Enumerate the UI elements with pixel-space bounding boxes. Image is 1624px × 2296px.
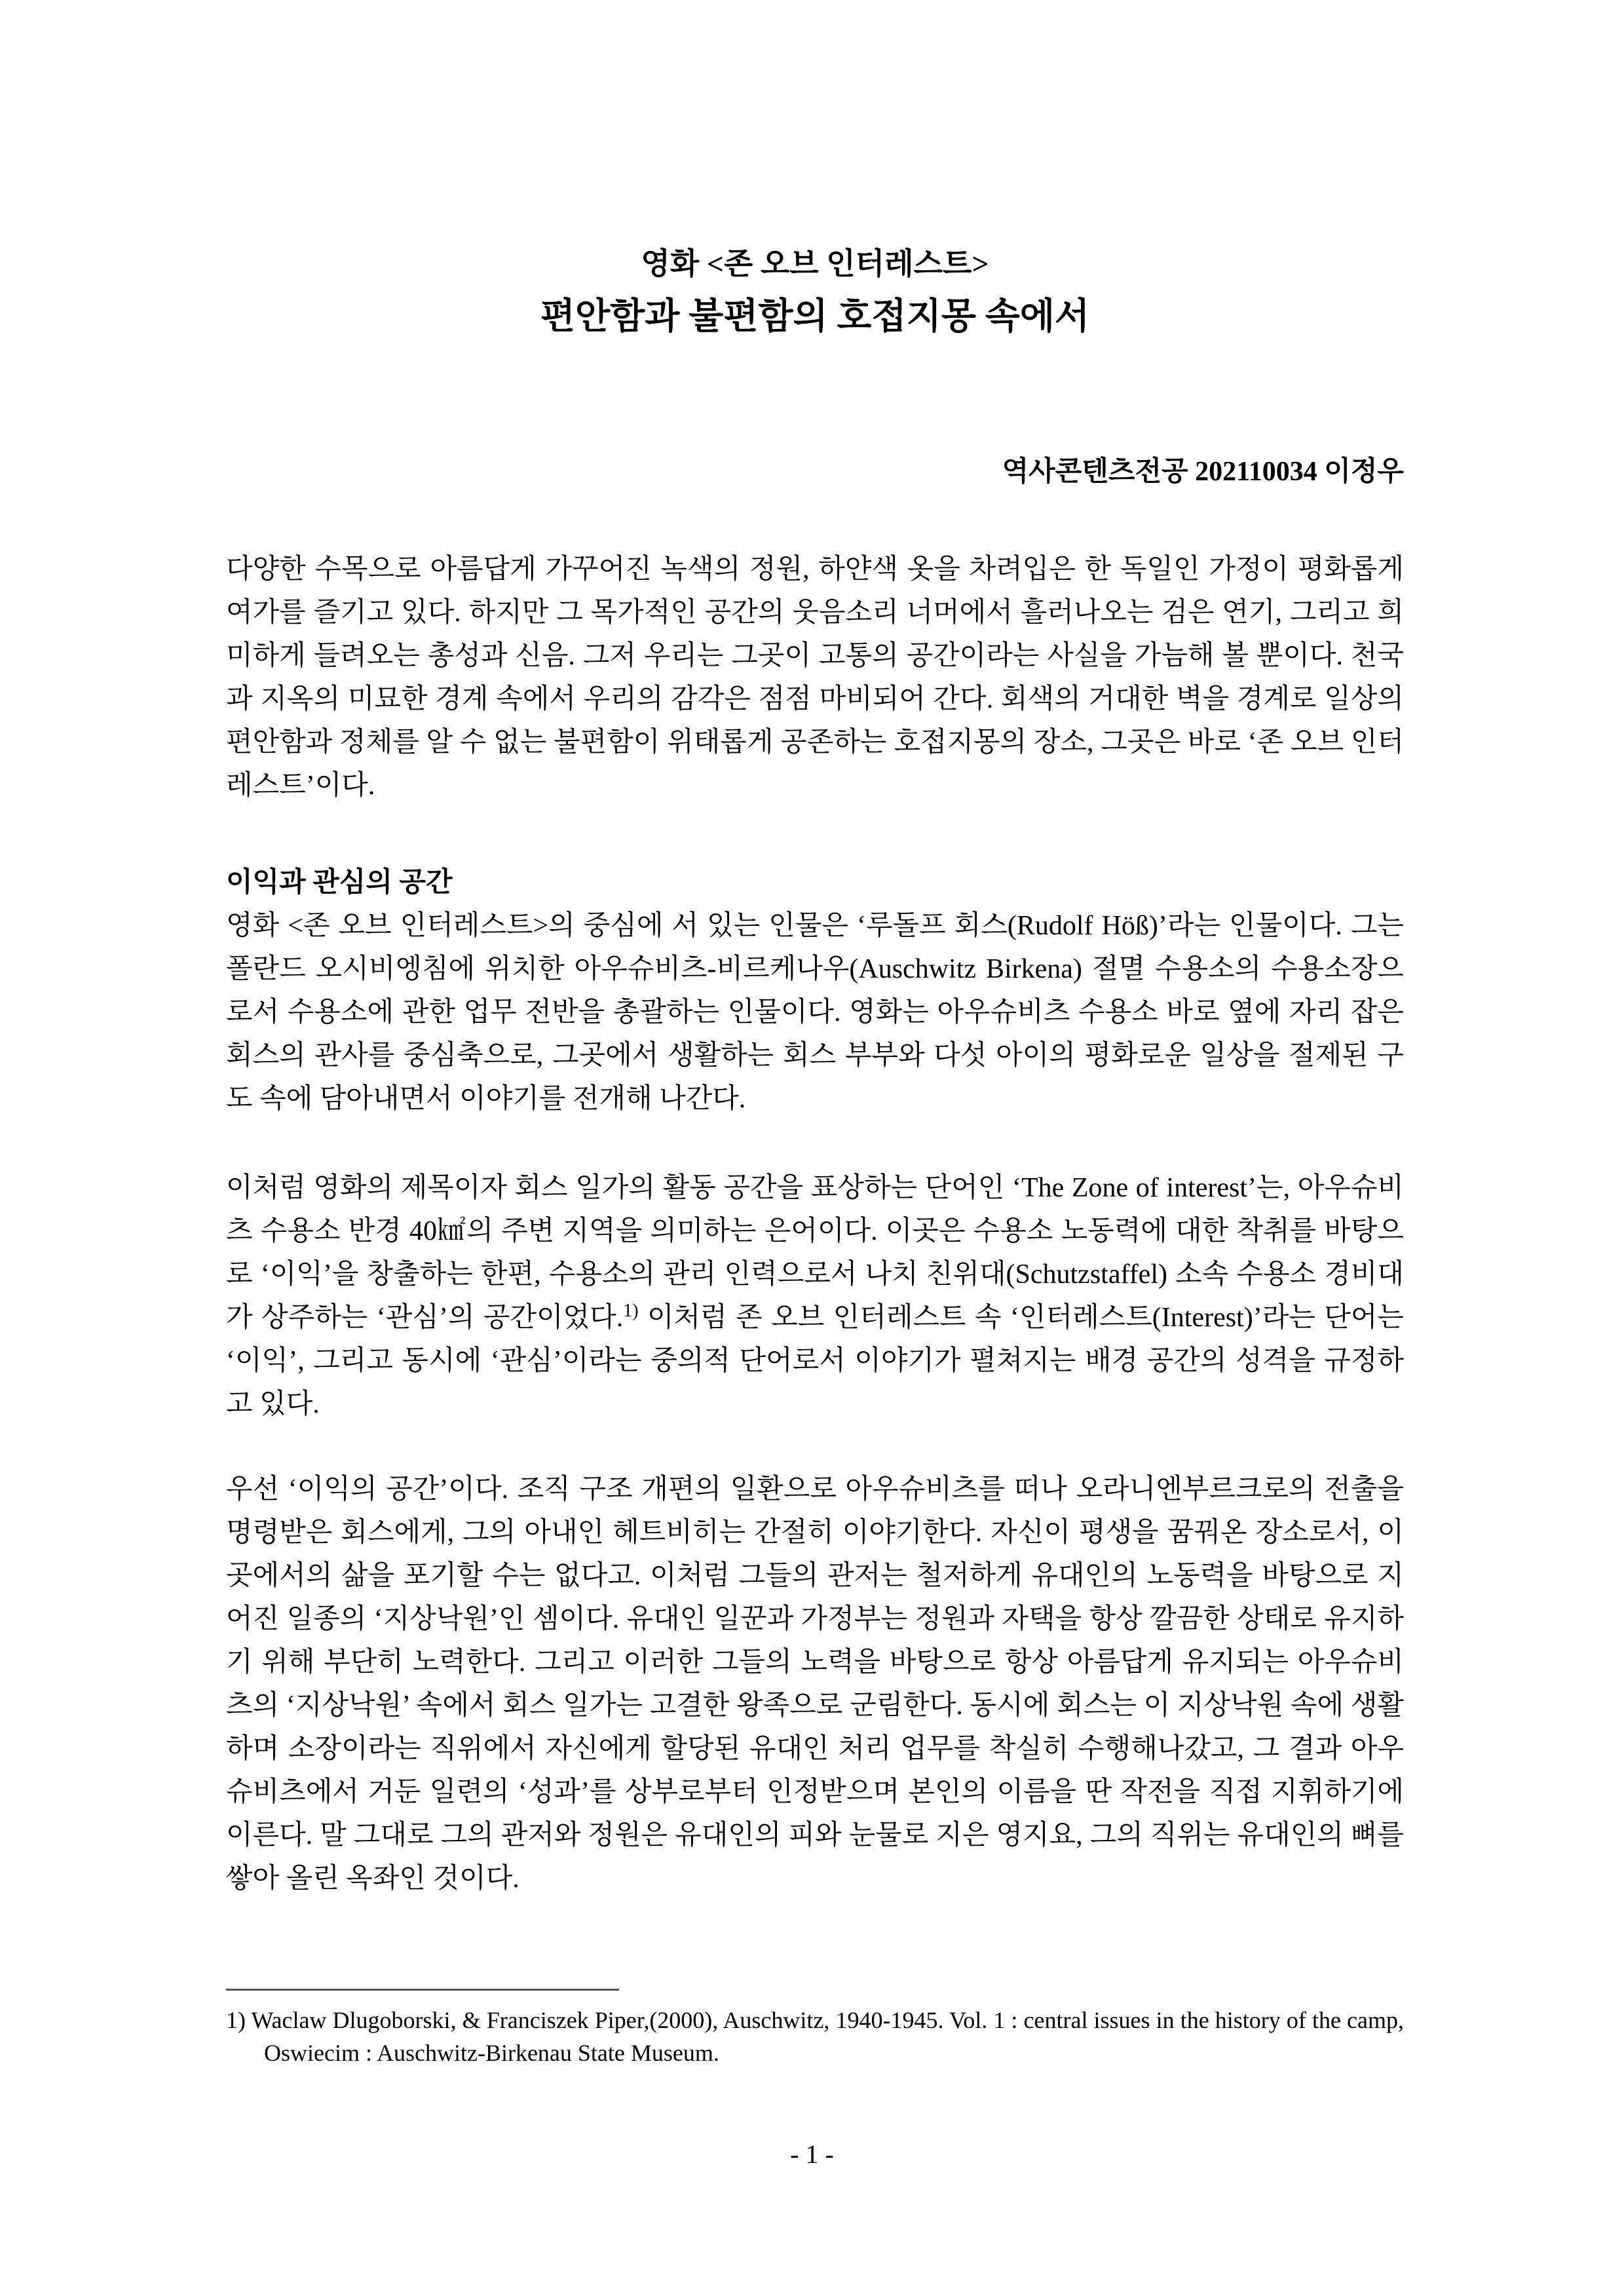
footnote xyxy=(226,2004,1404,2069)
section-paragraph-3 xyxy=(226,1468,1404,1900)
intro-paragraph: 다양한 수목으로 아름답게 가꾸어진 녹색의 정원, 하얀색 옷을 차려입은 한 독일인 가정이 평화롭게 여가를 즐기고 있다. 하지만 그 목가적인 공간의 웃음소리 너머에서 흘러나오는 검은 연기, 그리고 희미하게 들려오는 총성과 신음. 그저 우리는 그곳이 고통의 공간이라는 사실을 가늠해 볼 뿐이다. 천국과 지옥의 미묘한 경계 속에서 우리의 감각은 점점 마비되어 간다. 회색의 거대한 벽을 경계로 일상의 편안함과 정체를 알 수 없는 불편함이 위태롭게 공존하는 호접지몽의 장소, 그곳은 바로 ‘존 오브 인터레스트’이다. xyxy=(226,554,1404,801)
document-content xyxy=(226,0,1404,1900)
footnote-reference-marker: 1) xyxy=(623,1301,639,1321)
page-number: - 1 - xyxy=(790,2139,834,2169)
section-paragraph-2-text-before: 이처럼 영화의 제목이자 회스 일가의 활동 공간을 표상하는 단어인 ‘The Zone of interest’는, 아우슈비츠 수용소 반경 40㎢의 주변 지역을 의미하는 은어이다. 이곳은 수용소 노동력에 대한 착취를 바탕으로 ‘이익’을 창출하는 한편, 수용소의 관리 인력으로서 나치 친위대(Schutzstaffel) 소속 수용소 경비대가 상주하는 ‘관심’의 공간이었다. xyxy=(226,1173,1404,1333)
section-paragraph-1 xyxy=(226,904,1404,1120)
footnote-area xyxy=(226,1989,1404,2069)
footnote-marker: 1) xyxy=(226,2007,252,2033)
footnote-citation-text: Waclaw Dlugoborski, & Franciszek Piper,(2000), Auschwitz, 1940-1945. Vol. 1 : central issues in the history of the camp, Oswiecim : Auschwitz-Birkenau State Museum. xyxy=(251,2007,1404,2066)
author-line: 역사콘텐츠전공 202110034 이정우 xyxy=(1002,457,1404,487)
section-paragraph-1-text: 영화 <존 오브 인터레스트>의 중심에 서 있는 인물은 ‘루돌프 회스(Rudolf Höß)’라는 인물이다. 그는 폴란드 오시비엥침에 위치한 아우슈비츠-비르케나우(Auschwitz Birkena) 절멸 수용소의 수용소장으로서 수용소에 관한 업무 전반을 총괄하는 인물이다. 영화는 아우슈비츠 수용소 바로 옆에 자리 잡은 회스의 관사를 중심축으로, 그곳에서 생활하는 회스 부부와 다섯 아이의 평화로운 일상을 절제된 구도 속에 담아내면서 이야기를 전개해 나간다. xyxy=(226,911,1404,1114)
section-paragraph-2-text-after: 이처럼 존 오브 인터레스트 속 ‘인터레스트(Interest)’라는 단어는 ‘이익’, 그리고 동시에 ‘관심’이라는 중의적 단어로서 이야기가 펼쳐지는 배경 공간의 성격을 규정하고 있다. xyxy=(226,1303,1404,1419)
section-paragraph-2 xyxy=(226,1166,1404,1426)
section-paragraph-3-text: 우선 ‘이익의 공간’이다. 조직 구조 개편의 일환으로 아우슈비츠를 떠나 오라니엔부르크로의 전출을 명령받은 회스에게, 그의 아내인 헤트비히는 간절히 이야기한다. 자신이 평생을 꿈꿔온 장소로서, 이곳에서의 삶을 포기할 수는 없다고. 이처럼 그들의 관저는 철저하게 유대인의 노동력을 바탕으로 지어진 일종의 ‘지상낙원’인 셈이다. 유대인 일꾼과 가정부는 정원과 자택을 항상 깔끔한 상태로 유지하기 위해 부단히 노력한다. 그리고 이러한 그들의 노력을 바탕으로 항상 아름답게 유지되는 아우슈비츠의 ‘지상낙원’ 속에서 회스 일가는 고결한 왕족으로 군림한다. 동시에 회스는 이 지상낙원 속에 생활하며 소장이라는 직위에서 자신에게 할당된 유대인 처리 업무를 착실히 수행해나갔고, 그 결과 아우슈비츠에서 거둔 일련의 ‘성과’를 상부로부터 인정받으며 본인의 이름을 딴 작전을 직접 지휘하기에 이른다. 말 그대로 그의 관저와 정원은 유대인의 피와 눈물로 지은 영지요, 그의 직위는 유대인의 뼈를 쌓아 올린 옥좌인 것이다. xyxy=(226,1474,1404,1894)
page-subtitle: 편안함과 불편함의 호접지몽 속에서 xyxy=(540,296,1090,336)
footnote-divider xyxy=(226,1989,619,1991)
page-title: 영화 <존 오브 인터레스트> xyxy=(641,247,989,280)
section-heading: 이익과 관심의 공간 xyxy=(226,868,453,898)
